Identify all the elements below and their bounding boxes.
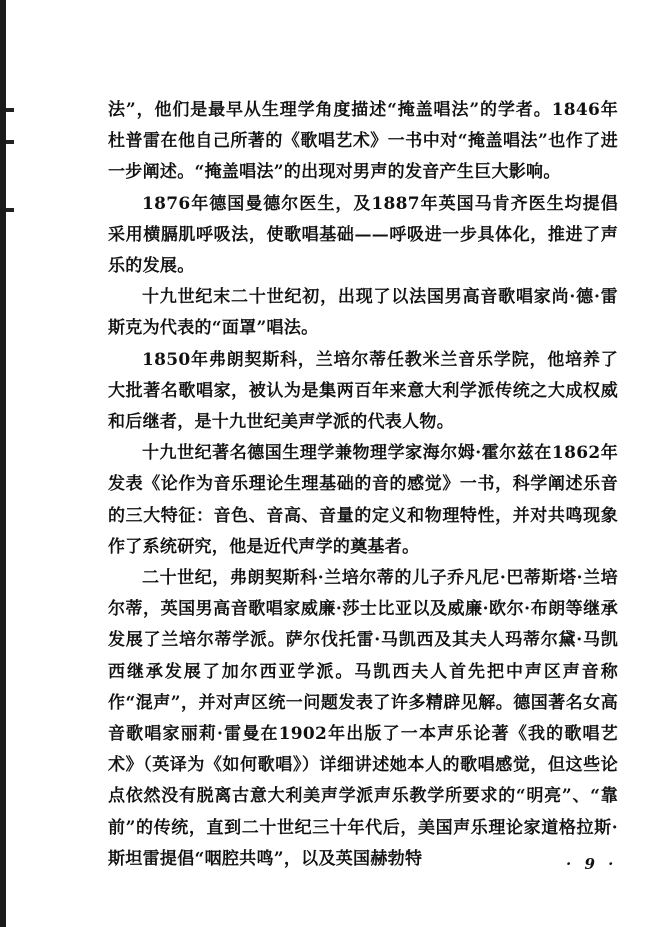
page-number: · 9 ·: [566, 855, 618, 873]
scan-edge-mark: [6, 140, 14, 144]
scan-edge-mark: [6, 208, 14, 212]
paragraph: 1876年德国曼德尔医生，及1887年英国马肯齐医生均提倡采用横膈肌呼吸法，使歌唱基础——呼吸进一步具体化，推进了声乐的发展。: [108, 193, 618, 277]
paragraph: 二十世纪，弗朗契斯科·兰培尔蒂的儿子乔凡尼·巴蒂斯塔·兰培尔蒂，英国男高音歌唱家威廉·莎士比亚以及威廉·欧尔·布朗等继承发展了兰培尔蒂学派。萨尔伐托雷·马凯西及其夫人玛蒂尔黛·马凯西继承发展了加尔西亚学派。马凯西夫人首先把中声区声音称作“混声”，并对声区统一问题发表了许多精辟见解。德国著名女高音歌唱家丽莉·雷曼在1902年出版了一本声乐论著《我的歌唱艺术》（英译为《如何歌唱》）详细讲述她本人的歌唱感觉，但这些论点依然没有脱离古意大利美声学派声乐教学所要求的“明亮”、“靠前”的传统，直到二十世纪三十年代后，美国声乐理论家道格拉斯·斯坦雷提倡“咽腔共鸣”，以及英国赫勃特: [108, 568, 618, 869]
body-text: [108, 95, 618, 875]
paragraph: 1850年弗朗契斯科，兰培尔蒂任教米兰音乐学院，他培养了大批著名歌唱家，被认为是集两百年来意大利学派传统之大成权威和后继者，是十九世纪美声学派的代表人物。: [108, 349, 618, 433]
paragraph: 法”，他们是最早从生理学角度描述“掩盖唱法”的学者。1846年杜普雷在他自己所著的《歌唱艺术》一书中对“掩盖唱法”也作了进一步阐述。“掩盖唱法”的出现对男声的发音产生巨大影响。: [108, 100, 618, 183]
paragraph: 十九世纪著名德国生理学兼物理学家海尔姆·霍尔兹在1862年发表《论作为音乐理论生理基础的音的感觉》一书，科学阐述乐音的三大特征：音色、音高、音量的定义和物理特性，并对共鸣现象作了系统研究，他是近代声学的奠基者。: [108, 443, 618, 557]
paragraph: 十九世纪末二十世纪初，出现了以法国男高音歌唱家尚·德·雷斯克为代表的“面罩”唱法。: [108, 287, 618, 339]
scan-edge-mark: [6, 108, 14, 112]
